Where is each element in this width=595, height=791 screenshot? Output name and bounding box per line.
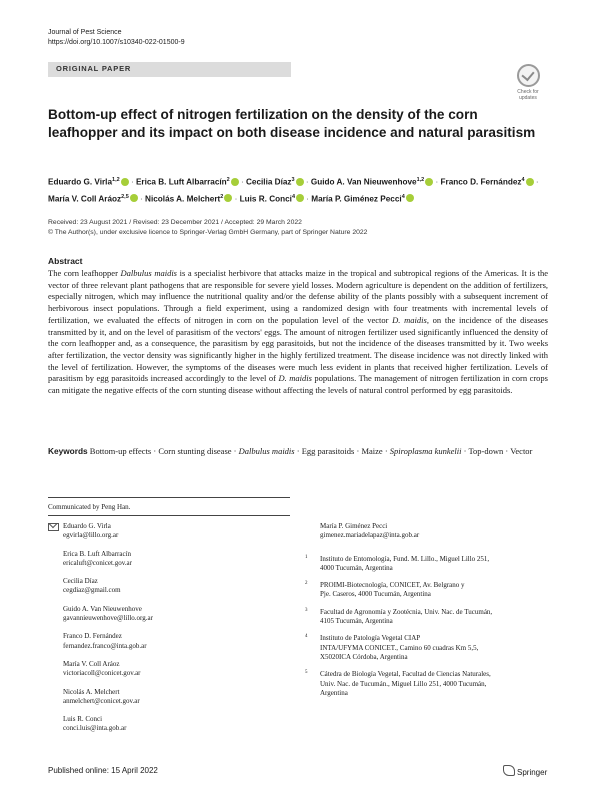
affiliation-line: INTA/UFYMA CONICET., Camino 60 cuadras Km 5,5, (320, 643, 479, 652)
article-type-banner (48, 62, 291, 77)
article-dates (48, 218, 367, 237)
author-separator: · (137, 194, 146, 204)
keyword-separator: · (461, 446, 469, 456)
doi-link[interactable]: https://doi.org/10.1007/s10340-022-01500-9 (48, 39, 185, 46)
author-name[interactable]: Cecilia Díaz (246, 177, 292, 187)
affiliation-line: 4105 Tucumán, Argentina (320, 617, 393, 626)
contact-item (48, 660, 293, 679)
author-affiliation: 2 (220, 193, 224, 200)
author-name[interactable]: Luis R. Conci (239, 194, 292, 204)
abstract-text: Dalbulus maidis (120, 268, 177, 278)
keyword: Top-down (468, 446, 504, 456)
affiliation-line: PROIMI-Biotecnología, CONICET, Av. Belgrano y (320, 581, 465, 590)
keywords-heading: Keywords (48, 446, 88, 456)
check-updates-line2: updates (519, 95, 537, 101)
author-affiliation: 1,2 (416, 177, 425, 183)
author-affiliation: 3 (291, 177, 295, 183)
abstract-text: D. maidis (278, 373, 312, 384)
contact-name: Franco D. Fernández (63, 632, 122, 641)
author-name[interactable]: María V. Coll Aráoz (48, 194, 122, 204)
springer-horse-icon (503, 765, 515, 776)
affiliation-line: Instituto de Entomología, Fund. M. Lillo., Miguel Lillo 251, (320, 554, 490, 563)
affiliation-line: Pje. Caseros, 4000 Tucumán, Argentina (320, 590, 431, 599)
affiliations-column (305, 522, 550, 706)
author-affiliation: 4 (401, 193, 405, 200)
copyright-line: © The Author(s), under exclusive licence to Springer-Verlag GmbH Germany, part of Springer Nature 2022 (48, 228, 368, 236)
affiliation-item (305, 608, 550, 627)
published-date: Published online: 15 April 2022 (48, 766, 158, 775)
orcid-icon[interactable] (296, 194, 304, 202)
paper-title: Bottom-up effect of nitrogen fertilization on the density of the corn leafhopper and its impact on both disease incidence and natural parasitism (48, 107, 536, 140)
contact-email[interactable]: anmelchert@conicet.gov.ar (63, 696, 140, 705)
keyword: Corn stunting disease (158, 446, 232, 456)
orcid-icon[interactable] (406, 194, 414, 202)
publisher-name: Springer (517, 768, 548, 777)
orcid-icon[interactable] (231, 178, 239, 186)
author-name[interactable]: Erica B. Luft Albarracín (135, 177, 227, 187)
contact-item (48, 632, 293, 651)
affiliation-line: Univ. Nac. de Tucumán., Miguel Lillo 251, 4000 Tucumán, (320, 679, 487, 688)
author-list (48, 173, 548, 206)
author-affiliation: 2 (226, 177, 230, 183)
envelope-icon (48, 523, 59, 531)
contact-email[interactable]: conci.luis@inta.gob.ar (63, 724, 127, 733)
keyword: Egg parasitoids (301, 446, 355, 456)
author-affiliation: 4 (521, 177, 525, 183)
affiliation-item (305, 555, 550, 574)
author-affiliation: 2,5 (121, 193, 129, 200)
affiliation-number: 5 (305, 670, 308, 676)
history-dates: Received: 23 August 2021 / Revised: 23 December 2021 / Accepted: 29 March 2022 (48, 219, 302, 226)
author-name[interactable]: Guido A. Van Nieuwenhove (310, 177, 417, 187)
contact-email[interactable]: gimenez.mariadelapaz@inta.gob.ar (320, 531, 420, 540)
contact-name: María P. Giménez Pecci (320, 522, 388, 530)
affiliation-number: 1 (305, 554, 308, 560)
affiliation-number: 4 (305, 634, 308, 640)
author-separator: · (232, 194, 240, 204)
contact-list (48, 522, 293, 743)
keyword-separator: · (503, 446, 511, 456)
contact-email[interactable]: victoriacoll@conicet.gov.ar (63, 669, 141, 678)
contact-email[interactable]: fernandez.franco@inta.gob.ar (63, 641, 147, 650)
keyword-separator: · (231, 446, 239, 456)
publisher-logo (503, 765, 547, 777)
author-affiliation: 4 (291, 193, 295, 200)
affiliation-line: 4000 Tucumán, Argentina (320, 563, 393, 572)
author-separator: · (533, 177, 539, 187)
author-separator: · (303, 177, 311, 187)
footnote-divider-bottom (48, 515, 290, 516)
contact-item (48, 577, 293, 596)
affiliation-line: Instituto de Patología Vegetal CIAP (320, 634, 421, 643)
keyword-separator: · (354, 446, 362, 456)
author-affiliation: 1,2 (112, 177, 120, 183)
contact-item (48, 715, 293, 734)
check-updates-line1: Check for (517, 89, 539, 95)
keyword-separator: · (382, 446, 390, 456)
keywords-section (48, 446, 548, 458)
author-separator: · (304, 194, 312, 204)
abstract-text: , on the incidence of the diseases transmitted by it, and on the level of parasitism of the vectors' eggs. The amount of nitrogen fertilizer used significantly influenced the density of the corn leafhopper and, as a consequence, the parasitism by egg parasitoids, but not the incidence of the diseases transmitted by it. Two weeks after fertilization, the vector density was significantly higher in the highly fertilized treatment. The disease incidence was not directly linked with the level of fertilization. However, the symptoms of the diseases were much less evident in plants that received higher fertilization. Levels of parasitism by egg parasitoids increased accordingly to the level of (48, 314, 548, 384)
orcid-icon[interactable] (526, 178, 534, 186)
contact-email[interactable]: gavannieuwenhove@lillo.org.ar (63, 614, 153, 623)
keyword: Spiroplasma kunkelii (389, 446, 462, 456)
affiliation-item (305, 670, 550, 698)
contact-item (48, 605, 293, 624)
affiliation-line: Facultad de Agronomía y Zootécnia, Univ. Nac. de Tucumán, (320, 607, 493, 616)
check-updates-icon (517, 64, 540, 87)
communicated-by: Communicated by Peng Han. (48, 503, 131, 511)
contact-email[interactable]: ericaluft@conicet.gov.ar (63, 558, 132, 567)
keyword-separator: · (151, 446, 159, 456)
contact-name: Cecilia Díaz (63, 577, 98, 586)
contact-name: Eduardo G. Virla (63, 522, 111, 530)
contact-name: María V. Coll Aráoz (63, 659, 120, 668)
contact-email[interactable]: egvirla@lillo.org.ar (63, 531, 119, 540)
keyword: Vector (510, 446, 533, 456)
affiliation-line: X5020ICA Córdoba, Argentina (320, 652, 408, 661)
affiliation-line: Cátedra de Biología Vegetal, Facultad de Ciencias Naturales, (320, 670, 491, 679)
keyword: Bottom-up effects (89, 446, 152, 456)
abstract-heading: Abstract (48, 256, 83, 266)
affiliation-list (305, 555, 550, 699)
abstract-text: The corn leafhopper (48, 268, 121, 278)
contact-item (48, 522, 293, 541)
contact-name: Luis R. Conci (63, 715, 103, 724)
contact-item (48, 550, 293, 569)
author-name[interactable]: Franco D. Fernández (440, 177, 522, 187)
author-separator: · (128, 177, 136, 187)
affiliation-item (305, 581, 550, 600)
orcid-icon[interactable] (121, 178, 129, 186)
author-name[interactable]: María P. Giménez Pecci (311, 194, 402, 204)
contact-name: Nicolás A. Melchert (63, 687, 120, 696)
affiliation-item (305, 634, 550, 662)
abstract-text: D. maidis (392, 314, 427, 325)
contact-name: Erica B. Luft Albarracín (63, 549, 132, 558)
author-name[interactable]: Nicolás A. Melchert (145, 194, 221, 204)
footnote-divider-top (48, 497, 290, 498)
contact-item (305, 522, 550, 541)
affiliation-number: 3 (305, 607, 308, 613)
author-separator: · (238, 177, 246, 187)
check-for-updates-badge[interactable] (511, 64, 545, 102)
author-name[interactable]: Eduardo G. Virla (48, 177, 113, 187)
contact-name: Guido A. Van Nieuwenhove (63, 604, 142, 613)
orcid-icon[interactable] (296, 178, 304, 186)
keyword-separator: · (294, 446, 302, 456)
affiliation-line: Argentina (320, 688, 348, 697)
keyword: Dalbulus maidis (238, 446, 295, 456)
abstract-text: is a specialist herbivore that attacks maize in the tropical and subtropical regions of the Americas. It is the vector of three relevant plant pathogens that are responsible for severe yield losses. Modern agriculture is dependent on the addition of fertilizers, especially nitrogen, which may influence the nutritional quality and/or the defense ability of the plants possibly with a subsequent increment of herbivorous insect populations. Through a field experiment, using a randomized design with four treatments with incremental levels of fertilization, we evaluated the effects of nitrogen in corn on the population level of the vector (48, 268, 549, 325)
author-separator: · (433, 177, 441, 187)
contact-email[interactable]: cegdiaz@gmail.com (63, 586, 121, 595)
journal-name: Journal of Pest Science (48, 29, 122, 36)
article-type-label: ORIGINAL PAPER (56, 64, 132, 73)
keyword: Maize (361, 446, 383, 456)
journal-header (48, 28, 185, 48)
abstract-text: populations. The management of nitrogen fertilization in corn crops can mitigate the negative effects of the corn stunting disease without affecting the levels of natural control performed by egg parasitoids. (48, 373, 548, 396)
affiliation-number: 2 (305, 581, 308, 587)
abstract-body (48, 268, 548, 397)
orcid-icon[interactable] (130, 194, 138, 202)
contact-item (48, 688, 293, 707)
